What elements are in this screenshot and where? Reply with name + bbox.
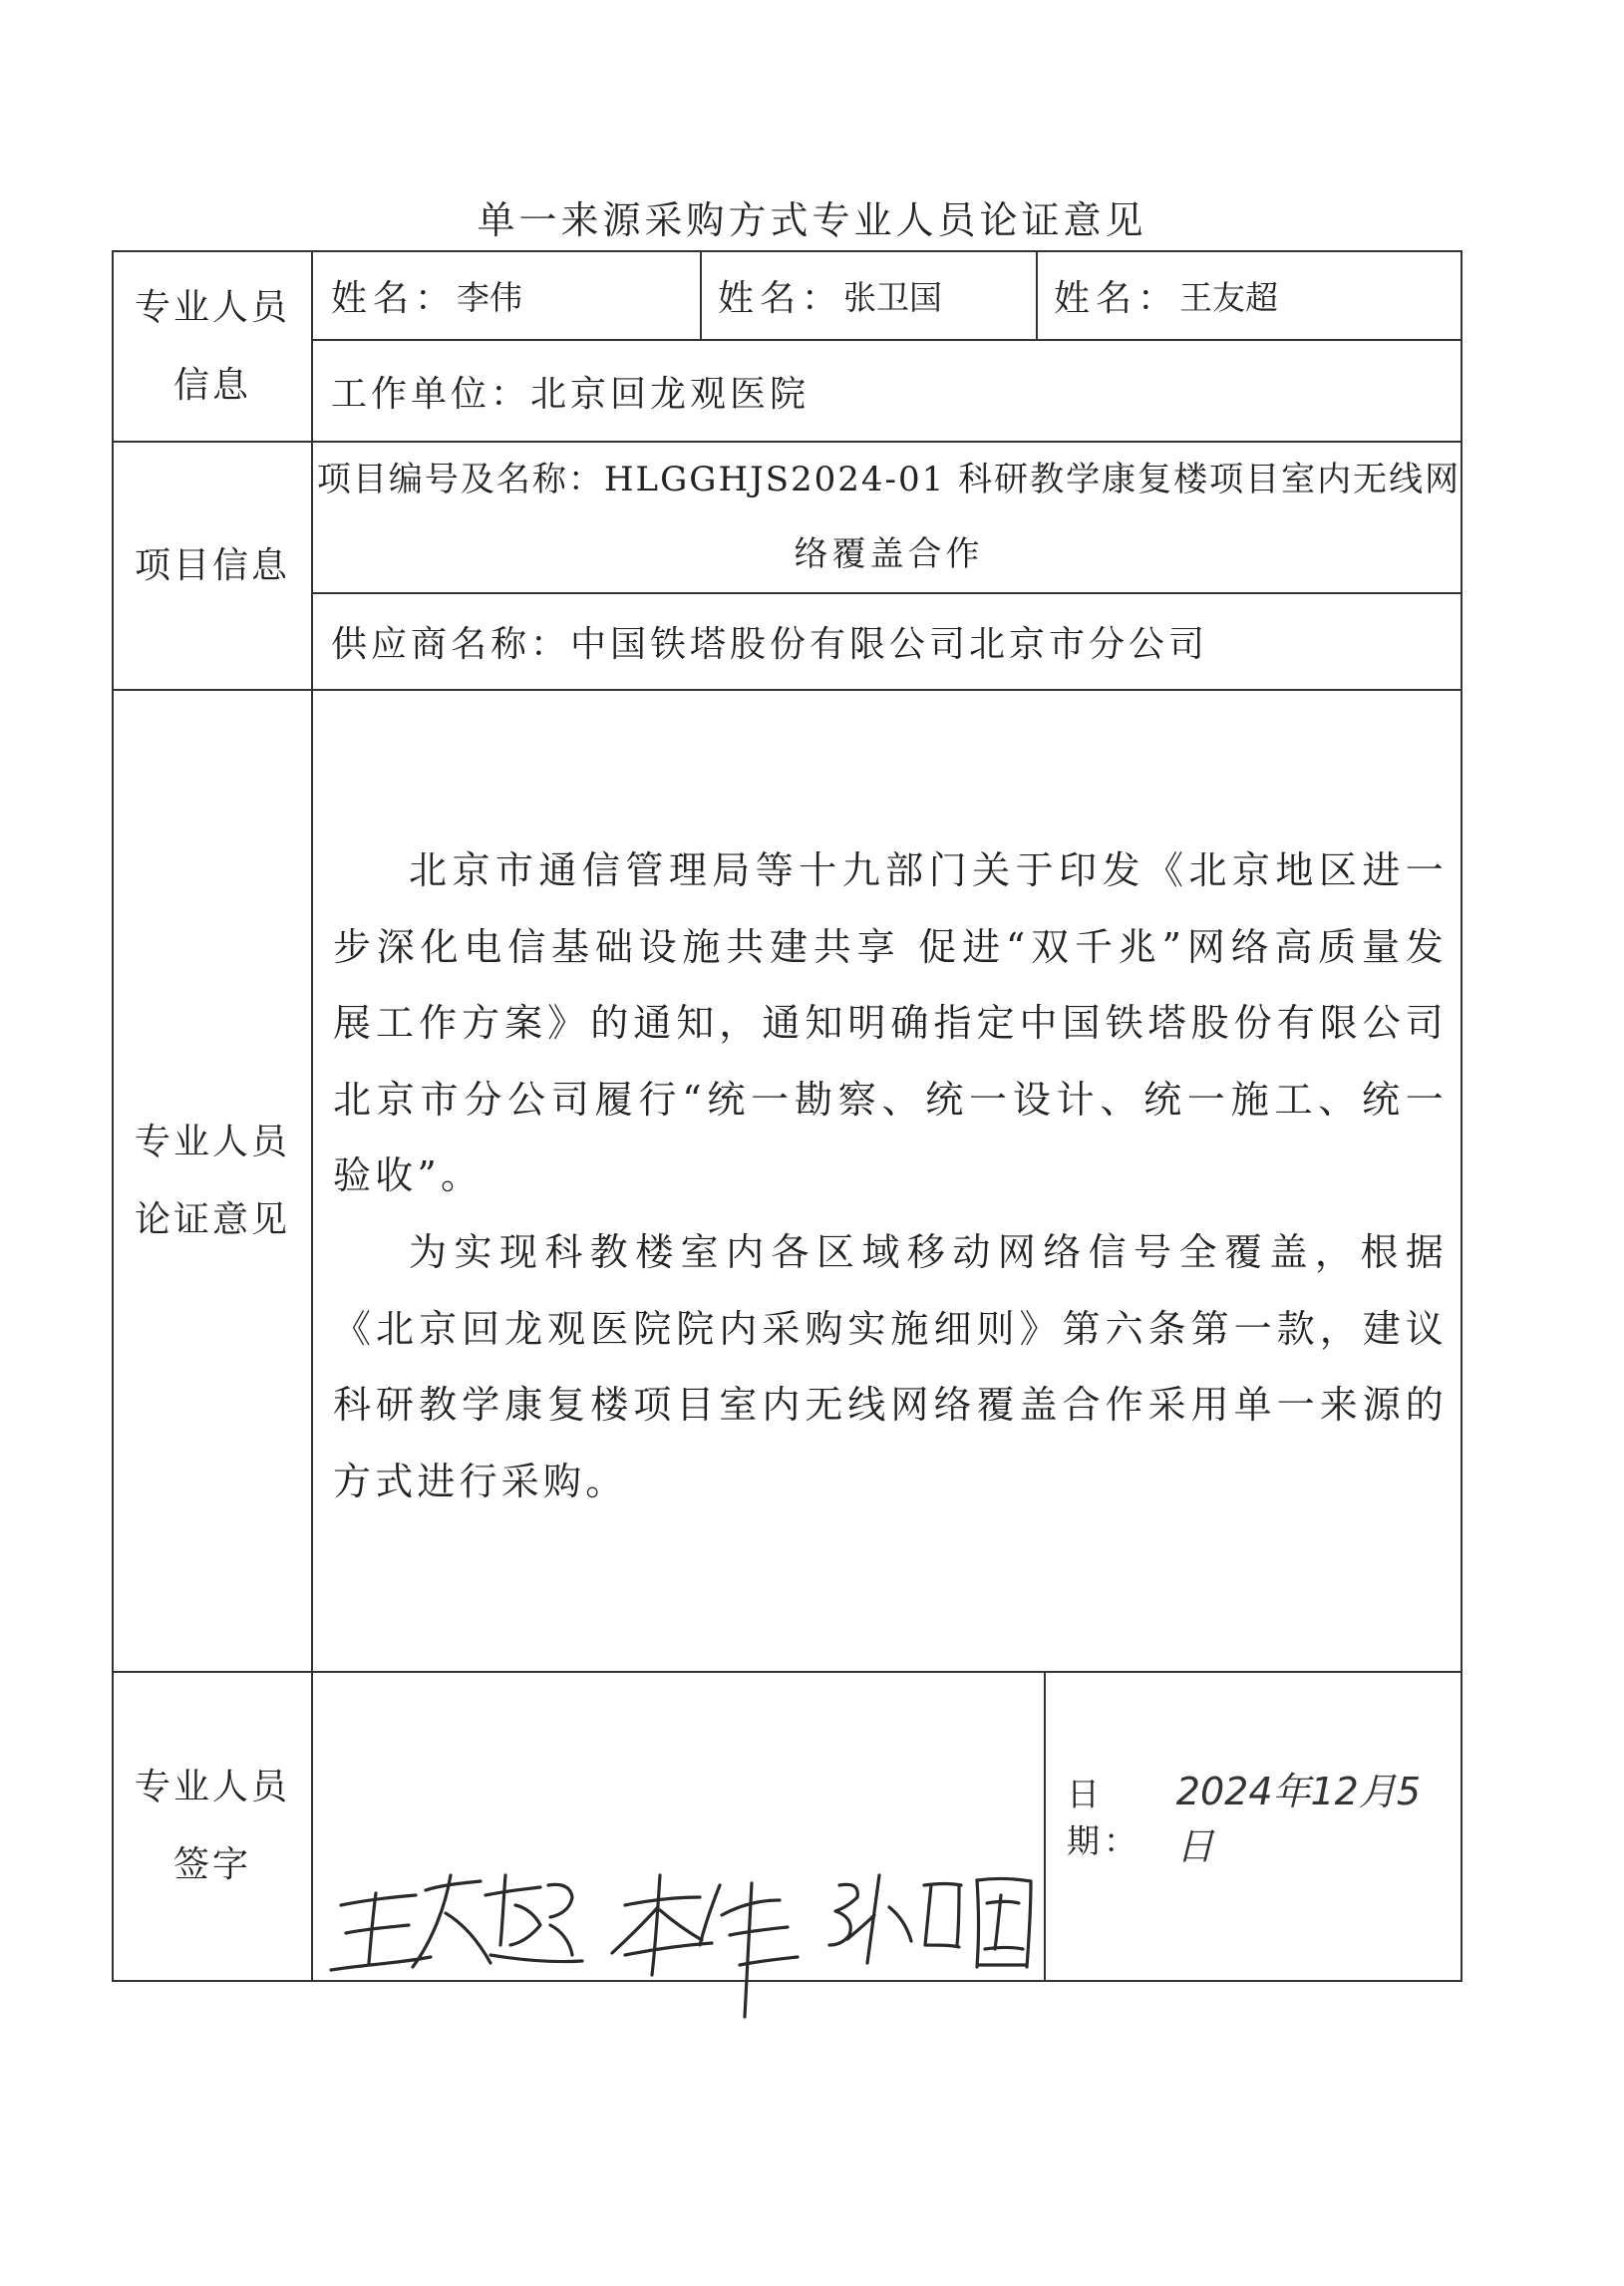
personnel-info-label <box>114 252 311 441</box>
column-divider <box>1036 250 1038 340</box>
label-line: 论证意见 <box>134 1198 290 1240</box>
label-line: 专业人员 <box>134 1121 290 1162</box>
label-line: 签字 <box>172 1844 251 1885</box>
row-divider <box>112 689 1462 691</box>
name-value: 王友超 <box>1179 278 1279 317</box>
signature-zhang <box>829 1875 1031 1967</box>
label-line: 专业人员 <box>134 286 290 328</box>
label-line: 专业人员 <box>134 1767 290 1807</box>
date-value: 2024年12月5日 <box>1175 1770 1422 1868</box>
project-line-1 <box>317 443 1461 517</box>
name-field-3 <box>1054 252 1453 339</box>
signature-label <box>114 1673 311 1980</box>
date-field <box>1067 1770 1456 1868</box>
supplier-label: 供应商名称： <box>331 624 571 665</box>
project-number-name-field <box>316 443 1462 592</box>
name-label: 姓名： <box>331 278 458 319</box>
name-value: 李伟 <box>457 278 523 317</box>
label-text: 项目信息 <box>134 544 290 586</box>
signature-li <box>612 1875 798 2017</box>
name-value: 张卫国 <box>843 278 943 317</box>
document-title: 单一来源采购方式专业人员论证意见 <box>477 198 1147 242</box>
name-field-2 <box>718 252 1036 339</box>
opinion-paragraph-1: 北京市通信管理局等十九部门关于印发《北京地区进一步深化电信基础设施共建共享 促进“双千兆”网络高质量发展工作方案》的通知，通知明确指定中国铁塔股份有限公司北京市分公司履行“统一勘察、统一设计、统一施工、统一验收”。 <box>333 848 1448 1197</box>
signature-wang <box>331 1875 582 1970</box>
table-border-right <box>1461 250 1462 1982</box>
handwritten-signatures <box>321 1845 1039 2025</box>
project-line-2: 络覆盖合作 <box>794 534 984 574</box>
form-table <box>112 250 1462 1982</box>
supplier-value: 中国铁塔股份有限公司北京市分公司 <box>570 624 1209 665</box>
project-number-name-value: HLGGHJS2024-01 科研教学康复楼项目室内无线网 <box>603 460 1462 499</box>
row-divider <box>112 1671 1462 1673</box>
label-line: 信息 <box>172 364 251 406</box>
opinion-paragraph-2: 为实现科教楼室内各区域移动网络信号全覆盖，根据《北京回龙观医院院内采购实施细则》第六条第一款，建议科研教学康复楼项目室内无线网络覆盖合作采用单一来源的方式进行采购。 <box>333 1230 1448 1503</box>
column-divider <box>1044 1671 1046 1982</box>
project-number-name-label: 项目编号及名称： <box>316 460 604 499</box>
workplace-label: 工作单位： <box>331 373 531 415</box>
date-label: 日期： <box>1067 1775 1140 1860</box>
name-field-1 <box>331 252 700 339</box>
opinion-label <box>114 691 311 1671</box>
workplace-value: 北京回龙观医院 <box>530 373 811 415</box>
supplier-field <box>331 594 1448 689</box>
column-divider <box>311 250 313 1982</box>
name-label: 姓名： <box>1054 278 1180 319</box>
name-label: 姓名： <box>718 278 844 319</box>
column-divider <box>700 250 702 340</box>
workplace-field <box>331 341 1448 441</box>
project-info-label <box>114 443 311 689</box>
